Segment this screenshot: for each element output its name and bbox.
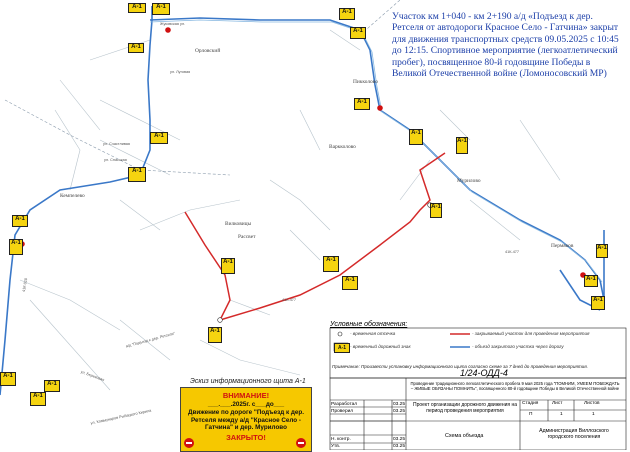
sign-a1: А-1 xyxy=(354,98,370,110)
legend-detour: - объезд закрытого участка через дорогу xyxy=(472,344,564,349)
sign-a1: А-1 xyxy=(150,132,168,144)
road-label: ул. Луговая xyxy=(170,70,191,74)
sign-a1: А-1 xyxy=(350,27,366,39)
sign-a1: А-1 xyxy=(128,167,146,182)
legend-temp-stop: - временная отсечка xyxy=(350,331,396,336)
place-pikkolovo: Пикколово xyxy=(353,79,378,85)
board-heading: ВНИМАНИЕ! xyxy=(222,391,270,400)
road-label: ул. Коммунаров Рыбацкого Кирила xyxy=(90,408,152,426)
road-label: ул. Счастливая xyxy=(103,142,130,146)
utv-label: Утв. xyxy=(331,444,341,449)
sign-a1: А-1 xyxy=(584,275,598,287)
place-permyakov: Пермяков xyxy=(551,243,574,249)
date-3: 03.25 xyxy=(393,437,406,442)
doc-code: 1/24-ОДД-4 xyxy=(460,368,508,378)
info-board xyxy=(180,387,312,452)
scheme-name: Схема объезда xyxy=(445,433,484,439)
closure-notice: Участок км 1+040 - км 2+190 а/д «Подъезд к дер. Ретселя от автодороги Красное Село - Гатчина» закрыт для движения транспортных средств 09.05.2025 с 10:45 до 12:15. Спортивное мероприятие (легкоатлетический пробег), посвященное 80-й годовщине Победы в Великой Отечественной войне (Ломоносовский МР) xyxy=(392,11,619,80)
legend-closed: - закрываемый участок для проведения мероприятия xyxy=(472,331,590,336)
sign-a1: А-1 xyxy=(596,244,608,258)
project-title: Проведение традиционного легкоатлетического пробега 9 мая 2025 года "ПОМНИМ, УМЕЕМ ПОБЕЖДАТЬ – ЖИВЫЕ ОБЯЗАНЫ ПОМНИТЬ", посвященного 80-й годовщине Победы в Великой Отечественной войне xyxy=(410,381,620,391)
place-rasnovo: Рассвет xyxy=(238,234,256,240)
check-label: Проверил xyxy=(331,409,354,414)
road-label: 41К-010 xyxy=(21,277,29,293)
title-block xyxy=(330,368,626,450)
sign-a1: А-1 xyxy=(152,3,170,15)
dev-label: Разработал xyxy=(331,402,358,407)
sheets-header: Листов xyxy=(584,401,600,406)
organization: Администрация Виллозского городского поселения xyxy=(539,428,609,440)
sign-a1: А-1 xyxy=(456,137,468,154)
legend-sign-a1: А-1 xyxy=(334,343,350,353)
board-text: Движение по дороге "Подъезд к дер. Ретселя между а/д "Красное Село - Гатчина" и дер. Мурилово xyxy=(187,409,304,432)
sign-a1: А-1 xyxy=(221,258,235,274)
place-sorokino: Орловский xyxy=(195,48,221,54)
place-murilovo: Мурилово xyxy=(457,178,481,184)
sign-a1: А-1 xyxy=(30,392,46,406)
sheet-value: 1 xyxy=(560,412,563,417)
sketch-title: Эскиз информационного щита А-1 xyxy=(190,378,306,385)
place-varvarovo: Варкколово xyxy=(329,144,356,150)
sign-a1: А-1 xyxy=(12,215,28,227)
legend-title: Условные обозначения: xyxy=(330,321,408,328)
project-name: Проект организации дорожного движения на период проведения мероприятия xyxy=(412,402,518,414)
legend-note: Примечание: Произвести установку информационного щита согласно схеме за 7 дней до проведения мероприятия. xyxy=(332,364,588,369)
sign-a1: А-1 xyxy=(128,3,146,13)
sheets-value: 1 xyxy=(592,412,595,417)
board-date-line: ___.___.2025г. с___до___ xyxy=(207,401,285,408)
sign-a1: А-1 xyxy=(430,203,442,218)
road-label: ул. Березовая xyxy=(80,369,105,383)
sign-a1: А-1 xyxy=(591,296,605,310)
stage-header: Стадия xyxy=(522,401,539,406)
road-label: а/д "Подъезд к дер. Ретселя" xyxy=(125,331,176,349)
sheet-header: Лист xyxy=(552,401,563,406)
sign-a1: А-1 xyxy=(409,129,423,145)
date-1: 03.25 xyxy=(393,402,406,407)
road-label: 41К-477 xyxy=(282,298,297,302)
sign-a1: А-1 xyxy=(0,372,16,386)
sign-a1: А-1 xyxy=(128,43,144,53)
no-entry-icon xyxy=(184,438,194,448)
sign-a1: А-1 xyxy=(44,380,60,392)
place-vyalkov: Вилковицы xyxy=(225,221,252,227)
sign-a1: А-1 xyxy=(339,8,355,20)
stage-value: П xyxy=(529,412,533,417)
nk-label: Н. контр. xyxy=(331,437,351,442)
board-closed: ЗАКРЫТО! xyxy=(226,432,266,442)
legend-temp-sign: - временный дорожный знак xyxy=(350,344,411,349)
date-2: 03.25 xyxy=(393,409,406,414)
road-label: 41К-477 xyxy=(505,250,520,254)
no-entry-icon xyxy=(296,438,306,448)
sign-a1: А-1 xyxy=(323,256,339,272)
date-4: 03.25 xyxy=(393,444,406,449)
road-label: ул. Спасская xyxy=(104,158,127,162)
sign-a1: А-1 xyxy=(342,276,358,290)
sign-a1: А-1 xyxy=(208,327,222,343)
road-label: Жуковская ул. xyxy=(160,22,186,26)
sign-a1: А-1 xyxy=(9,239,23,255)
place-klimovo: Кемпелево xyxy=(60,193,85,199)
